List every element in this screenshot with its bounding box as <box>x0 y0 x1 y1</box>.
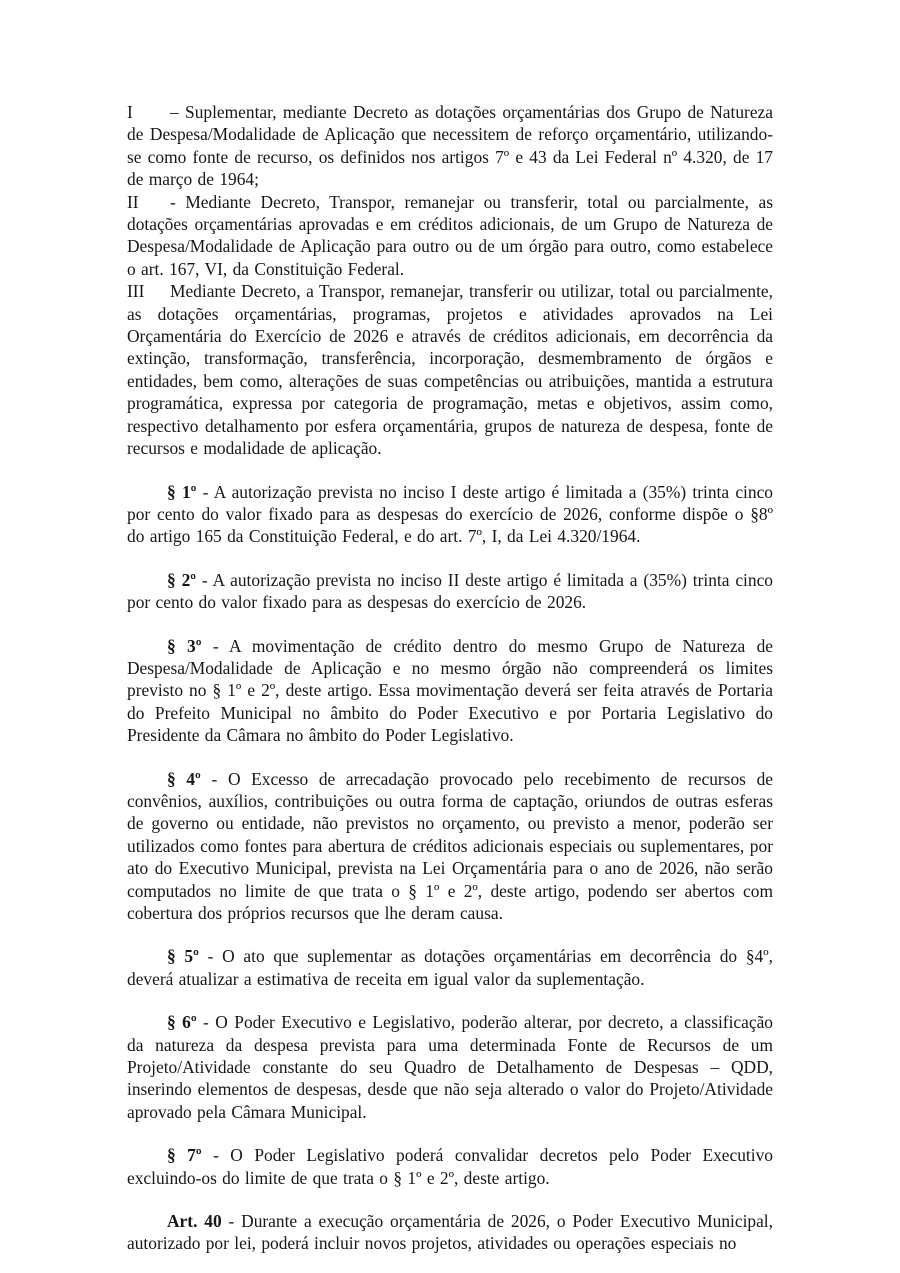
clause-7-label: § 7º <box>167 1145 202 1166</box>
clause-6-text: - O Poder Executivo e Legislativo, poderão alterar, por decreto, a classificação da natureza da despesa prevista para uma determinada Fonte de Recursos de um Projeto/Atividade constante do seu Quadro de Detalhamento de Despesas – QDD, inserindo elementos de despesas, desde que não seja alterado o valor do Projeto/Atividade aprovado pela Câmara Municipal. <box>127 1012 773 1122</box>
clause-4-text: - O Excesso de arrecadação provocado pelo recebimento de recursos de convênios, auxílios, contribuições ou outra forma de captação, oriundos de outras esferas de governo ou entidade, não previstos no orçamento, ou previsto a menor, poderão ser utilizados como fontes para abertura de créditos adicionais especiais ou suplementares, por ato do Executivo Municipal, prevista na Lei Orçamentária para o ano de 2026, não serão computados no limite de que trata o § 1º e 2º, deste artigo, podendo ser abertos com cobertura dos próprios recursos que lhe deram causa. <box>127 768 773 923</box>
inciso-iii-text: Mediante Decreto, a Transpor, remanejar, transferir ou utilizar, total ou parcialmente, as dotações orçamentárias, programas, projetos e atividades aprovados na Lei Orçamentária do Exercício de 2026 e através de créditos adicionais, em decorrência da extinção, transformação, transferência, incorporação, desmembramento de órgãos e entidades, bem como, alterações de suas competências ou atribuições, mantida a estrutura programática, expressa por categoria de programação, metas e objetivos, assim como, respectivo detalhamento por esfera orçamentária, grupos de natureza de despesa, fonte de recursos e modalidade de aplicação. <box>127 281 773 459</box>
clause-paragraph-5 <box>127 945 773 990</box>
clause-paragraph-6 <box>127 1011 773 1123</box>
inciso-iii-number: III <box>127 281 145 302</box>
clause-4-label: § 4º <box>167 768 201 789</box>
inciso-i-text: – Suplementar, mediante Decreto as dotações orçamentárias dos Grupo de Natureza de Despesa/Modalidade de Aplicação que necessitem de reforço orçamentário, utilizando-se como fonte de recurso, os definidos nos artigos 7º e 43 da Lei Federal nº 4.320, de 17 de março de 1964; <box>127 102 773 190</box>
article-40-paragraph <box>127 1210 773 1255</box>
inciso-i <box>127 101 773 191</box>
clause-7-text: - O Poder Legislativo poderá convalidar decretos pelo Poder Executivo excluindo-os do limite de que trata o § 1º e 2º, deste artigo. <box>127 1145 773 1188</box>
clause-paragraph-1 <box>127 481 773 548</box>
inciso-ii <box>127 191 773 281</box>
clause-3-label: § 3º <box>167 635 202 656</box>
clause-6-label: § 6º <box>167 1012 197 1033</box>
clause-1-text: - A autorização prevista no inciso I deste artigo é limitada a (35%) trinta cinco por cento do valor fixado para as despesas do exercício de 2026, conforme dispõe o §8º do artigo 165 da Constituição Federal, e do art. 7º, I, da Lei 4.320/1964. <box>127 481 773 547</box>
article-40-label: Art. 40 <box>167 1211 222 1232</box>
clause-2-label: § 2º <box>167 569 197 590</box>
clause-2-text: - A autorização prevista no inciso II deste artigo é limitada a (35%) trinta cinco por cento do valor fixado para as despesas do exercício de 2026. <box>127 569 773 613</box>
inciso-ii-text: - Mediante Decreto, Transpor, remanejar ou transferir, total ou parcialmente, as dotações orçamentárias aprovadas e em créditos adicionais, de um Grupo de Natureza de Despesa/Modalidade de Aplicação para outro ou de um órgão para outro, como estabelece o art. 167, VI, da Constituição Federal. <box>127 191 773 279</box>
inciso-i-number: I <box>127 102 133 122</box>
clause-paragraph-3 <box>127 635 773 747</box>
clause-5-text: - O ato que suplementar as dotações orçamentárias em decorrência do §4º, deverá atualizar a estimativa de receita em igual valor da suplementação. <box>127 946 773 989</box>
article-40-text: - Durante a execução orçamentária de 2026, o Poder Executivo Municipal, autorizado por lei, poderá incluir novos projetos, atividades ou operações especiais no <box>127 1211 773 1254</box>
clause-3-text: - A movimentação de crédito dentro do mesmo Grupo de Natureza de Despesa/Modalidade de Aplicação e no mesmo órgão não compreenderá os limites previsto no § 1º e 2º, deste artigo. Essa movimentação deverá ser feita através de Portaria do Prefeito Municipal no âmbito do Poder Executivo e por Portaria Legislativo do Presidente da Câmara no âmbito do Poder Legislativo. <box>127 635 773 746</box>
inciso-ii-number: II <box>127 191 139 212</box>
clause-paragraph-2 <box>127 569 773 614</box>
clause-5-label: § 5º <box>167 946 199 967</box>
clause-paragraph-4 <box>127 768 773 925</box>
clause-paragraph-7 <box>127 1144 773 1189</box>
clause-1-label: § 1º <box>167 481 197 502</box>
inciso-iii <box>127 280 773 459</box>
